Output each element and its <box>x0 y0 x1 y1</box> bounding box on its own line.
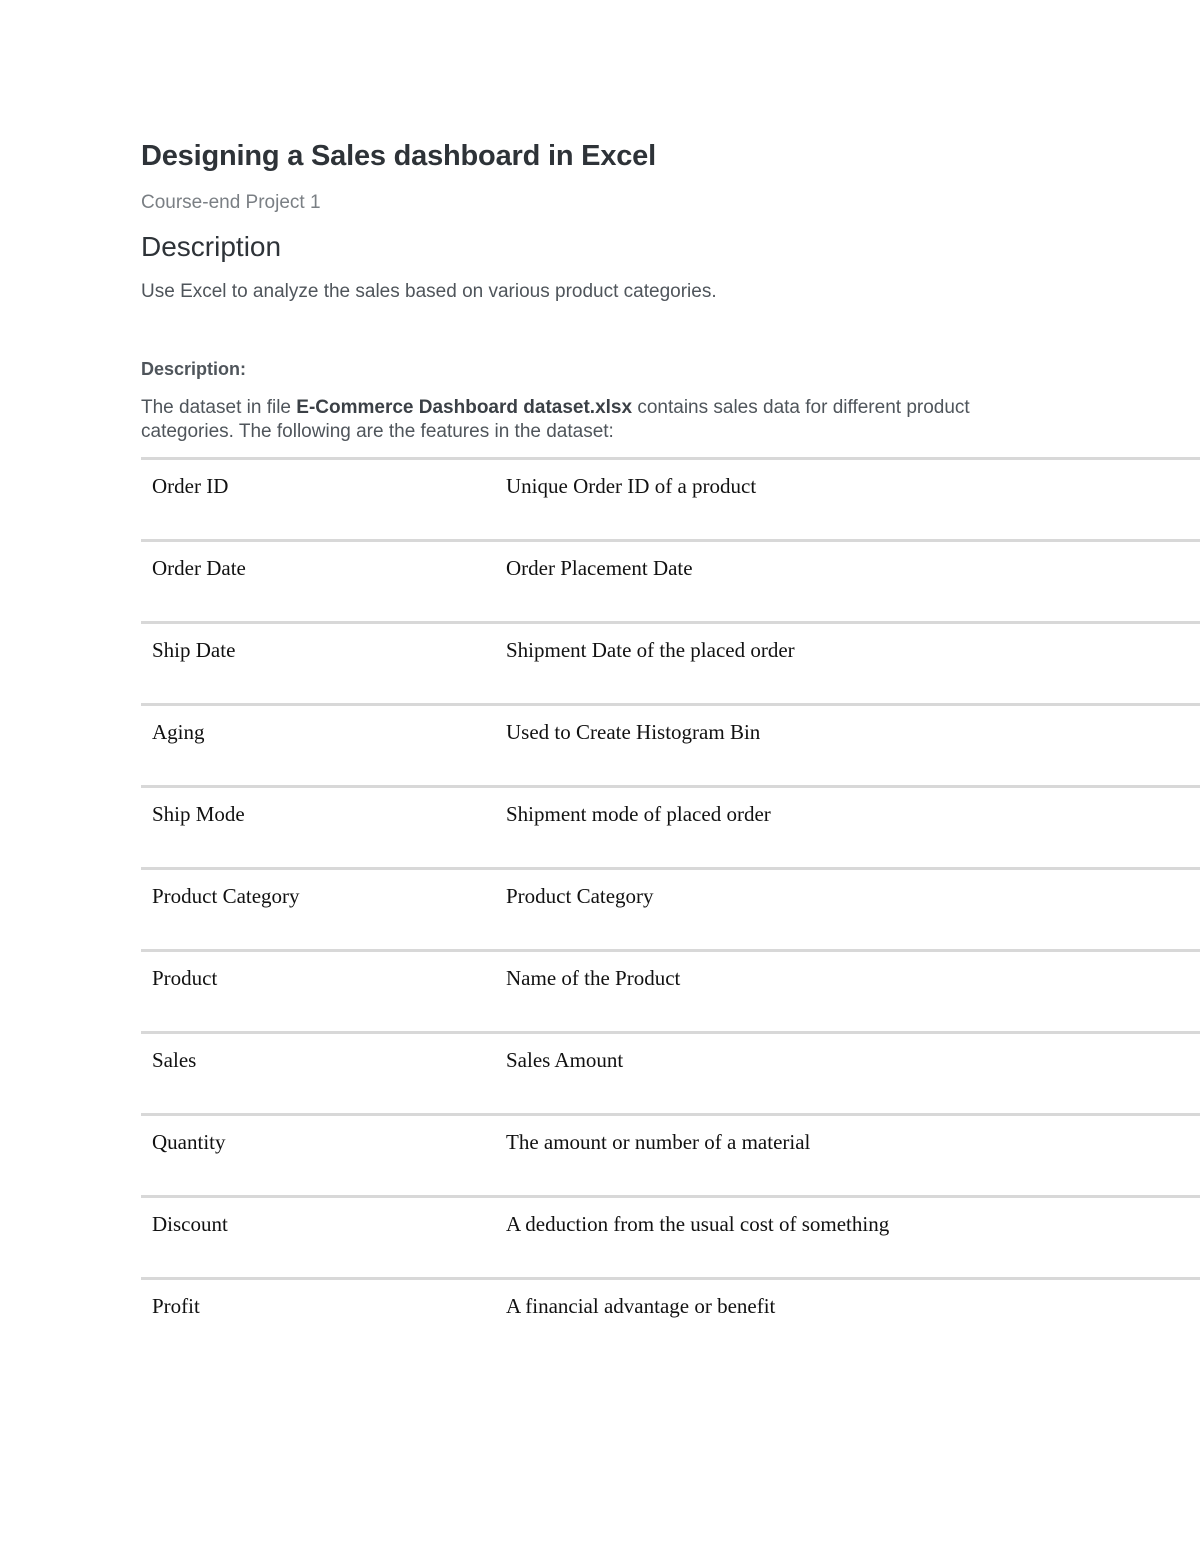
feature-description: Shipment Date of the placed order <box>506 638 795 662</box>
feature-description: A deduction from the usual cost of something <box>506 1212 890 1236</box>
feature-description: Unique Order ID of a product <box>506 474 757 498</box>
dataset-text-before: The dataset in file <box>141 397 297 418</box>
description-label: Description: <box>141 359 247 379</box>
feature-description: Product Category <box>506 884 654 908</box>
table-row <box>141 623 1200 705</box>
document-page <box>141 0 1200 1553</box>
feature-description: Order Placement Date <box>506 556 693 580</box>
project-subtitle: Course-end Project 1 <box>141 192 321 213</box>
table-row <box>141 541 1200 623</box>
feature-name: Product Category <box>152 884 300 908</box>
feature-name: Quantity <box>152 1130 226 1154</box>
feature-description: Name of the Product <box>506 966 681 990</box>
feature-description: Sales Amount <box>506 1048 624 1072</box>
feature-name: Sales <box>152 1048 197 1072</box>
feature-name: Order ID <box>152 474 229 498</box>
feature-description: Shipment mode of placed order <box>506 802 771 826</box>
table-row <box>141 705 1200 787</box>
table-row <box>141 1115 1200 1197</box>
feature-description: Used to Create Histogram Bin <box>506 720 761 744</box>
table-row <box>141 787 1200 869</box>
feature-name: Order Date <box>152 556 246 580</box>
dataset-file-name: E-Commerce Dashboard dataset.xlsx <box>296 397 633 418</box>
dataset-text-after: contains sales data for different product categories. The following are the features in the dataset: <box>141 397 970 442</box>
feature-name: Discount <box>152 1212 228 1236</box>
dataset-paragraph <box>141 396 1061 444</box>
page-title: Designing a Sales dashboard in Excel <box>141 140 656 172</box>
table-row <box>141 1033 1200 1115</box>
table-row <box>141 1279 1200 1361</box>
table-row <box>141 869 1200 951</box>
table-row <box>141 1197 1200 1279</box>
intro-text: Use Excel to analyze the sales based on various product categories. <box>141 281 717 302</box>
feature-description: The amount or number of a material <box>506 1130 811 1154</box>
feature-name: Profit <box>152 1294 200 1318</box>
feature-name: Ship Date <box>152 638 236 662</box>
feature-name: Aging <box>152 720 205 744</box>
table-row <box>141 951 1200 1033</box>
features-table <box>141 457 1200 1361</box>
feature-name: Ship Mode <box>152 802 245 826</box>
feature-name: Product <box>152 966 218 990</box>
table-row <box>141 459 1200 541</box>
feature-description: A financial advantage or benefit <box>506 1294 776 1318</box>
section-heading: Description <box>141 231 282 262</box>
